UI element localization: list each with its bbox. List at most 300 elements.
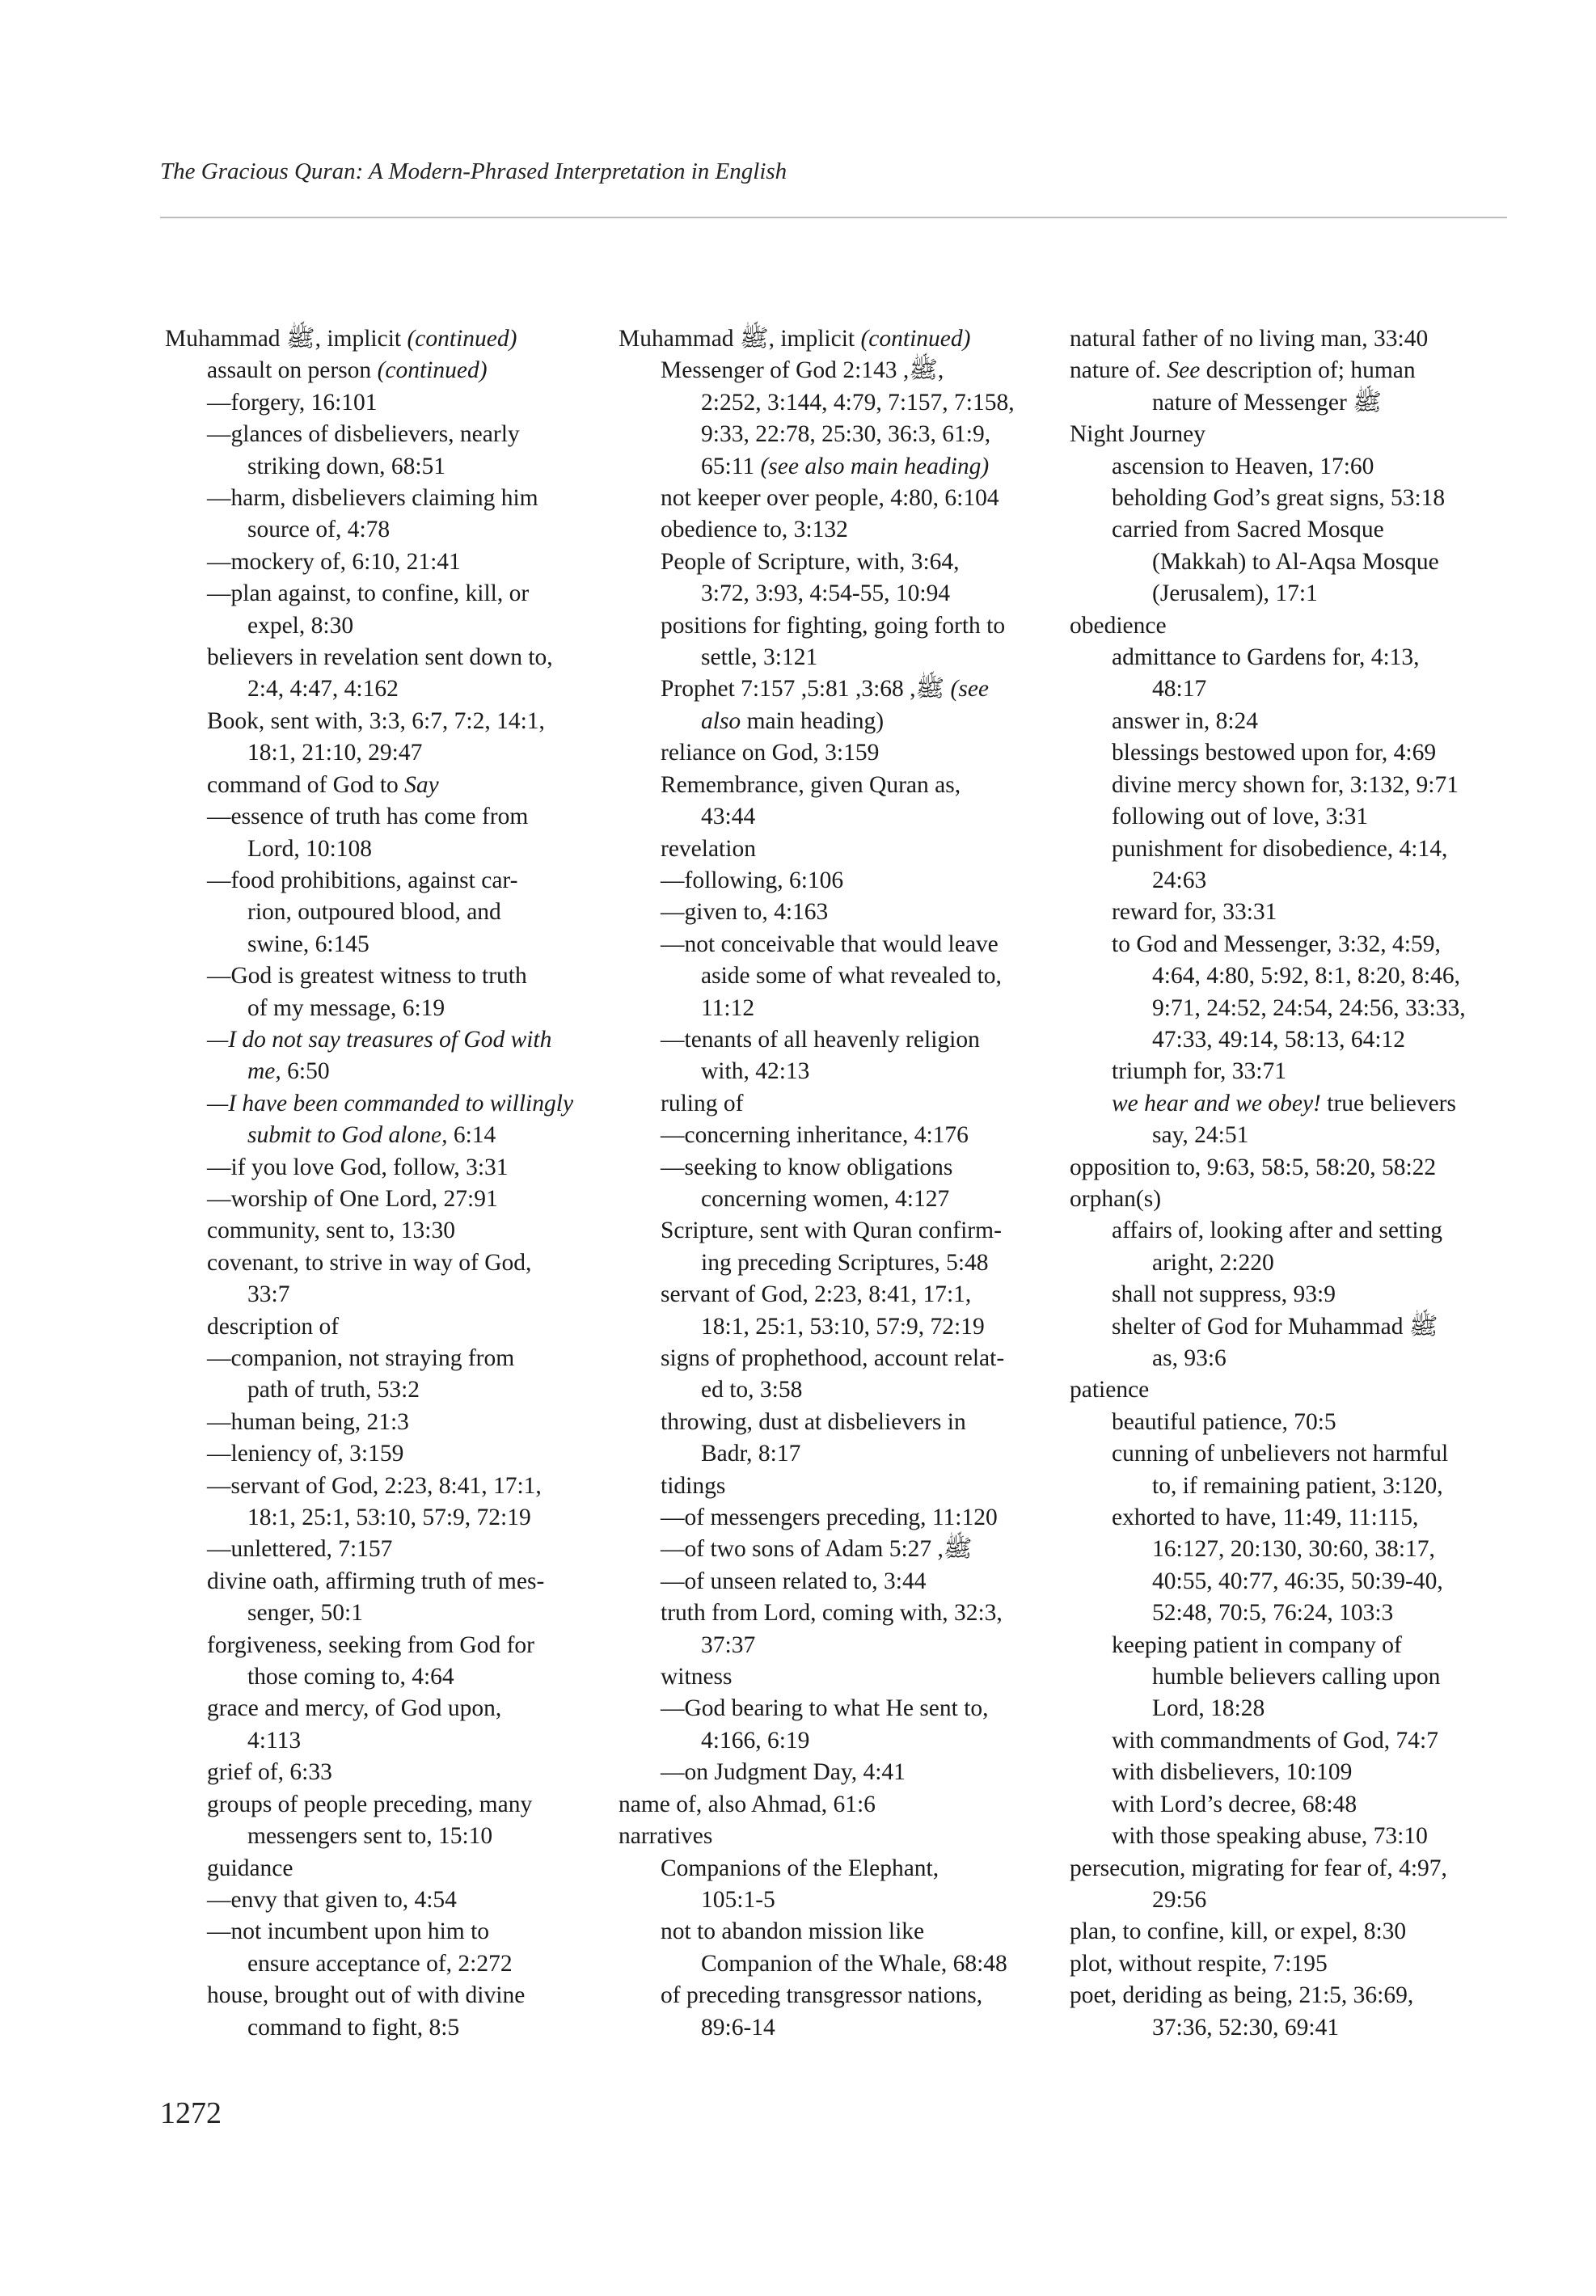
index-entry — [165, 993, 602, 1024]
entry-text: natural father of no living man, 33:40 — [1070, 326, 1429, 352]
entry-text: truth from Lord, coming with, 32:3, — [661, 1600, 1003, 1627]
index-entry — [1070, 897, 1506, 928]
entry-text: opposition to, 9:63, 58:5, 58:20, 58:22 — [1070, 1154, 1437, 1180]
entry-text: —not incumbent upon him to — [207, 1918, 490, 1945]
index-entry — [1070, 1407, 1506, 1438]
entry-text: messengers sent to, 15:10 — [247, 1823, 493, 1850]
index-entry — [1070, 1215, 1506, 1247]
index-entry — [619, 1471, 1055, 1502]
entry-text: —leniency of, 3:159 — [207, 1441, 404, 1467]
index-entry — [1070, 610, 1506, 642]
entry-text: —of messengers preceding, 11:120 — [661, 1505, 998, 1531]
entry-text: 18:1, 25:1, 53:10, 57:9, 72:19 — [701, 1313, 985, 1340]
index-entry — [165, 1311, 602, 1343]
index-entry — [619, 1311, 1055, 1343]
index-entry — [619, 1916, 1055, 1948]
entry-text: Badr, 8:17 — [701, 1441, 801, 1467]
index-entry — [619, 1661, 1055, 1693]
index-entry — [165, 1152, 602, 1184]
index-entry — [1070, 1948, 1506, 1980]
index-entry — [619, 1184, 1055, 1215]
entry-text: plot, without respite, 7:195 — [1070, 1950, 1328, 1977]
index-entry — [1070, 1661, 1506, 1693]
index-entry — [1070, 1056, 1506, 1087]
index-entry — [1070, 1853, 1506, 1884]
index-entry — [165, 1597, 602, 1629]
entry-text: say, 24:51 — [1152, 1122, 1249, 1149]
index-entry — [165, 323, 602, 355]
entry-text: 89:6-14 — [701, 2014, 775, 2041]
index-entry — [165, 578, 602, 610]
index-column-1 — [165, 323, 602, 2044]
entry-text: patience — [1070, 1377, 1150, 1403]
entry-text: —if you love God, follow, 3:31 — [207, 1154, 509, 1180]
index-entry — [165, 642, 602, 673]
index-entry — [165, 1884, 602, 1916]
entry-text: —companion, not straying from — [207, 1345, 515, 1371]
entry-text: narratives — [619, 1823, 713, 1850]
entry-text: rion, outpoured blood, and — [247, 899, 501, 926]
entry-text: persecution, migrating for fear of, 4:97, — [1070, 1855, 1447, 1881]
index-entry — [619, 1088, 1055, 1120]
index-entry — [619, 514, 1055, 546]
entry-text: humble believers calling upon — [1152, 1664, 1441, 1690]
entry-text: —of two sons of Adam ﷺ, 5:27 — [661, 1536, 973, 1563]
index-entry — [1070, 737, 1506, 769]
entry-italic-text: —I do not say treasures of God with — [207, 1026, 552, 1053]
index-entry — [165, 1948, 602, 1980]
index-entry — [165, 1024, 602, 1056]
entry-italic-text: (continued) — [860, 326, 971, 352]
index-entry — [1070, 993, 1506, 1024]
index-entry — [619, 387, 1055, 419]
index-entry — [165, 801, 602, 833]
index-entry — [1070, 1757, 1506, 1788]
entry-text: grace and mercy, of God upon, — [207, 1695, 502, 1722]
entry-text: —not conceivable that would leave — [661, 931, 999, 957]
entry-text: of preceding transgressor nations, — [661, 1982, 983, 2009]
entry-text: punishment for disobedience, 4:14, — [1112, 835, 1448, 862]
index-entry — [165, 387, 602, 419]
entry-text: —human being, 21:3 — [207, 1408, 409, 1435]
entry-italic-text: (see also main heading) — [760, 453, 990, 479]
entry-text: Muhammad ﷺ, implicit — [165, 326, 407, 352]
entry-text: reliance on God, 3:159 — [661, 740, 880, 766]
entry-text: 9:71, 24:52, 24:54, 24:56, 33:33, — [1152, 994, 1466, 1021]
entry-italic-text: (continued) — [377, 357, 488, 384]
entry-text: —following, 6:106 — [661, 867, 844, 893]
entry-text: expel, 8:30 — [247, 612, 354, 639]
entry-text: striking down, 68:51 — [247, 453, 446, 479]
index-entry — [165, 1916, 602, 1948]
index-entry — [165, 547, 602, 578]
index-entry — [619, 960, 1055, 992]
entry-text: ensure acceptance of, 2:272 — [247, 1950, 513, 1977]
index-entry — [165, 1471, 602, 1502]
entry-text: 3:72, 3:93, 4:54-55, 10:94 — [701, 580, 951, 607]
entry-text: obedience — [1070, 612, 1167, 639]
index-entry — [619, 1056, 1055, 1087]
entry-text: to God and Messenger, 3:32, 4:59, — [1112, 931, 1441, 957]
index-entry — [619, 1853, 1055, 1884]
entry-text: Lord, 10:108 — [247, 835, 373, 862]
entry-text: not keeper over people, 4:80, 6:104 — [661, 485, 999, 512]
index-entry — [1070, 1597, 1506, 1629]
index-entry — [619, 1821, 1055, 1852]
index-entry — [165, 1374, 602, 1406]
index-entry — [165, 1502, 602, 1534]
entry-text: blessings bestowed upon for, 4:69 — [1112, 740, 1437, 766]
entry-text: —glances of disbelievers, nearly — [207, 421, 520, 448]
entry-text: —given to, 4:163 — [661, 899, 829, 926]
index-entry — [165, 897, 602, 928]
entry-text: 4:113 — [247, 1727, 302, 1754]
entry-text: witness — [661, 1664, 733, 1690]
entry-text: reward for, 33:31 — [1112, 899, 1277, 926]
entry-text: Messenger of God ﷺ, 2:143, — [661, 357, 944, 384]
entry-text: name of, also Ahmad, 61:6 — [619, 1791, 876, 1817]
index-entry — [619, 1884, 1055, 1916]
entry-text: 24:63 — [1152, 867, 1207, 893]
index-entry — [619, 1438, 1055, 1470]
index-entry — [619, 1407, 1055, 1438]
index-entry — [619, 1597, 1055, 1629]
entry-text: Prophet ﷺ, 3:68, 5:81, 7:157 — [661, 676, 951, 703]
entry-text: with Lord’s decree, 68:48 — [1112, 1791, 1357, 1817]
index-entry — [1070, 1120, 1506, 1151]
entry-text: 4:166, 6:19 — [701, 1727, 810, 1754]
entry-text: affairs of, looking after and setting — [1112, 1218, 1443, 1244]
entry-text: plan, to confine, kill, or expel, 8:30 — [1070, 1918, 1407, 1945]
index-entry — [1070, 1279, 1506, 1310]
entry-text: exhorted to have, 11:49, 11:115, — [1112, 1505, 1419, 1531]
index-entry — [619, 865, 1055, 897]
entry-text: Remembrance, given Quran as, — [661, 771, 961, 798]
entry-text: Companion of the Whale, 68:48 — [701, 1950, 1007, 1977]
index-entry — [619, 578, 1055, 610]
index-entry — [1070, 1534, 1506, 1565]
entry-text: covenant, to strive in way of God, — [207, 1249, 532, 1276]
index-entry — [165, 2012, 602, 2044]
index-entry — [165, 419, 602, 450]
entry-text: 47:33, 49:14, 58:13, 64:12 — [1152, 1026, 1406, 1053]
entry-text: poet, deriding as being, 21:5, 36:69, — [1070, 1982, 1414, 2009]
entry-text: swine, 6:145 — [247, 931, 369, 957]
index-entry — [619, 1374, 1055, 1406]
entry-text: cunning of unbelievers not harmful — [1112, 1441, 1449, 1467]
index-entry — [619, 770, 1055, 801]
entry-text: groups of people preceding, many — [207, 1791, 533, 1817]
index-entry — [619, 1980, 1055, 2011]
index-entry — [1070, 1184, 1506, 1215]
entry-text: with those speaking abuse, 73:10 — [1112, 1823, 1428, 1850]
entry-locator: description of; human — [1200, 357, 1416, 384]
entry-text: nature of Messenger ﷺ — [1152, 389, 1382, 416]
index-entry — [619, 1343, 1055, 1374]
entry-text: orphan(s) — [1070, 1185, 1162, 1212]
entry-text: 40:55, 40:77, 46:35, 50:39-40, — [1152, 1568, 1443, 1594]
entry-text: aside some of what revealed to, — [701, 963, 1002, 990]
index-entry — [619, 1757, 1055, 1788]
entry-text: 48:17 — [1152, 676, 1207, 703]
entry-italic-text: also — [701, 707, 741, 734]
entry-text: —food prohibitions, against car- — [207, 867, 518, 893]
entry-text: nature of. — [1070, 357, 1167, 384]
entry-italic-text: we hear and we obey! — [1112, 1090, 1321, 1116]
index-entry — [165, 1566, 602, 1597]
index-entry — [619, 834, 1055, 865]
page-number: 1272 — [160, 2096, 222, 2130]
entry-locator: 6:14 — [447, 1122, 496, 1149]
index-entry — [1070, 355, 1506, 386]
index-entry — [619, 993, 1055, 1024]
entry-text: obedience to, 3:132 — [661, 517, 848, 543]
entry-text: believers in revelation sent down to, — [207, 644, 553, 671]
index-entry — [1070, 1916, 1506, 1948]
index-entry — [1070, 1884, 1506, 1916]
index-entry — [619, 1566, 1055, 1597]
entry-text: 37:37 — [701, 1631, 756, 1658]
entry-text: house, brought out of with divine — [207, 1982, 526, 2009]
index-entry — [165, 1757, 602, 1788]
index-entry — [619, 1725, 1055, 1757]
index-entry — [1070, 1247, 1506, 1279]
entry-text: 18:1, 21:10, 29:47 — [247, 740, 423, 766]
index-entry — [165, 834, 602, 865]
index-entry — [1070, 1343, 1506, 1374]
entry-text: —forgery, 16:101 — [207, 389, 378, 416]
entry-text: those coming to, 4:64 — [247, 1664, 454, 1690]
entry-text: beholding God’s great signs, 53:18 — [1112, 485, 1446, 512]
entry-text: description of — [207, 1313, 340, 1340]
index-entry — [1070, 1630, 1506, 1661]
entry-locator: main heading) — [741, 707, 885, 734]
entry-text: 33:7 — [247, 1281, 290, 1308]
entry-text: path of truth, 53:2 — [247, 1377, 420, 1403]
index-entry — [165, 865, 602, 897]
entry-text: Companions of the Elephant, — [661, 1855, 939, 1881]
index-column-3 — [1070, 323, 1506, 2044]
index-entry — [619, 1279, 1055, 1310]
entry-text: ed to, 3:58 — [701, 1377, 803, 1403]
entry-text: Muhammad ﷺ, implicit — [619, 326, 861, 352]
entry-locator: 6:50 — [281, 1058, 330, 1085]
index-entry — [1070, 387, 1506, 419]
entry-text: assault on person — [207, 357, 378, 384]
index-entry — [165, 1980, 602, 2011]
index-entry — [1070, 1502, 1506, 1534]
index-entry — [619, 897, 1055, 928]
index-entry — [1070, 929, 1506, 960]
running-head: The Gracious Quran: A Modern-Phrased Interpretation in English — [160, 158, 787, 184]
entry-text: divine oath, affirming truth of mes- — [207, 1568, 545, 1594]
index-entry — [619, 1152, 1055, 1184]
index-entry — [165, 1534, 602, 1565]
index-entry — [165, 1821, 602, 1852]
entry-text: concerning women, 4:127 — [701, 1185, 950, 1212]
entry-text: 52:48, 70:5, 76:24, 103:3 — [1152, 1600, 1394, 1627]
entry-text: shelter of God for Muhammad ﷺ — [1112, 1313, 1438, 1340]
index-entry — [1070, 1374, 1506, 1406]
index-entry — [1070, 1438, 1506, 1470]
index-entry — [1070, 1024, 1506, 1056]
entry-text: —God is greatest witness to truth — [207, 963, 527, 990]
entry-text: signs of prophethood, account relat- — [661, 1345, 1005, 1371]
entry-text: (Jerusalem), 17:1 — [1152, 580, 1318, 607]
entry-text: forgiveness, seeking from God for — [207, 1631, 534, 1658]
entry-text: revelation — [661, 835, 756, 862]
index-entry — [165, 737, 602, 769]
index-entry — [1070, 419, 1506, 450]
entry-text: with disbelievers, 10:109 — [1112, 1759, 1353, 1786]
index-entry — [165, 1343, 602, 1374]
index-entry — [165, 1279, 602, 1310]
index-entry — [1070, 801, 1506, 833]
entry-text: 11:12 — [701, 994, 755, 1021]
entry-text: positions for fighting, going forth to — [661, 612, 1006, 639]
entry-text: 18:1, 25:1, 53:10, 57:9, 72:19 — [247, 1505, 531, 1531]
entry-text: —harm, disbelievers claiming him — [207, 485, 538, 512]
entry-text: guidance — [207, 1855, 293, 1881]
index-entry — [1070, 770, 1506, 801]
index-entry — [165, 610, 602, 642]
entry-text: following out of love, 3:31 — [1112, 804, 1369, 830]
entry-text: command of God to — [207, 771, 405, 798]
index-entry — [165, 451, 602, 483]
entry-text: —of unseen related to, 3:44 — [661, 1568, 927, 1594]
index-entry — [1070, 1311, 1506, 1343]
entry-text: 2:252, 3:144, 4:79, 7:157, 7:158, — [701, 389, 1015, 416]
index-entry — [165, 1693, 602, 1724]
index-entry — [1070, 834, 1506, 865]
index-entry — [1070, 673, 1506, 705]
entry-text: 16:127, 20:130, 30:60, 38:17, — [1152, 1536, 1435, 1563]
index-entry — [619, 929, 1055, 960]
entry-text: beautiful patience, 70:5 — [1112, 1408, 1336, 1435]
index-entry — [619, 642, 1055, 673]
index-entry — [1070, 1789, 1506, 1821]
entry-text: ruling of — [661, 1090, 744, 1116]
index-entry — [1070, 1152, 1506, 1184]
entry-text: senger, 50:1 — [247, 1600, 364, 1627]
index-entry — [1070, 514, 1506, 546]
entry-text: Scripture, sent with Quran confirm- — [661, 1218, 1002, 1244]
index-entry — [165, 706, 602, 737]
entry-text: —tenants of all heavenly religion — [661, 1026, 980, 1053]
entry-text: settle, 3:121 — [701, 644, 818, 671]
index-entry — [619, 737, 1055, 769]
entry-italic-text: me, — [247, 1058, 281, 1085]
entry-text: keeping patient in company of — [1112, 1631, 1402, 1658]
index-entry — [1070, 483, 1506, 514]
entry-text: to, if remaining patient, 3:120, — [1152, 1472, 1443, 1499]
index-entry — [165, 1853, 602, 1884]
entry-text: —essence of truth has come from — [207, 804, 529, 830]
entry-text: command to fight, 8:5 — [247, 2014, 460, 2041]
index-entry — [165, 770, 602, 801]
entry-italic-text: Say — [404, 771, 439, 798]
entry-text: with commandments of God, 74:7 — [1112, 1727, 1438, 1754]
entry-italic-text: See — [1167, 357, 1201, 384]
entry-text: 43:44 — [701, 804, 756, 830]
index-entry — [165, 1725, 602, 1757]
entry-italic-text: (see — [950, 676, 990, 703]
index-entry — [619, 451, 1055, 483]
index-entry — [165, 1056, 602, 1087]
entry-text: aright, 2:220 — [1152, 1249, 1274, 1276]
index-entry — [1070, 1980, 1506, 2011]
index-entry — [165, 1407, 602, 1438]
index-entry — [1070, 1471, 1506, 1502]
index-entry — [619, 547, 1055, 578]
index-entry — [1070, 960, 1506, 992]
entry-text: not to abandon mission like — [661, 1918, 925, 1945]
index-entry — [165, 1184, 602, 1215]
entry-text: Book, sent with, 3:3, 6:7, 7:2, 14:1, — [207, 707, 545, 734]
index-entry — [165, 1789, 602, 1821]
entry-text: 4:64, 4:80, 5:92, 8:1, 8:20, 8:46, — [1152, 963, 1461, 990]
index-entry — [1070, 865, 1506, 897]
index-entry — [619, 673, 1055, 705]
entry-text: People of Scripture, with, 3:64, — [661, 548, 960, 575]
index-entry — [165, 1661, 602, 1693]
index-entry — [619, 1534, 1055, 1565]
index-entry — [619, 355, 1055, 386]
entry-text: ascension to Heaven, 17:60 — [1112, 453, 1374, 479]
index-entry — [619, 483, 1055, 514]
index-column-2 — [619, 323, 1055, 2044]
index-entry — [165, 673, 602, 705]
entry-italic-text: —I have been commanded to willingly — [207, 1090, 574, 1116]
index-entry — [165, 960, 602, 992]
entry-text: (Makkah) to Al-Aqsa Mosque — [1152, 548, 1439, 575]
entry-text: —unlettered, 7:157 — [207, 1536, 393, 1563]
index-entry — [619, 801, 1055, 833]
index-entry — [619, 706, 1055, 737]
entry-text: —servant of God, 2:23, 8:41, 17:1, — [207, 1472, 542, 1499]
index-entry — [1070, 1693, 1506, 1724]
index-entry — [619, 323, 1055, 355]
index-entry — [1070, 1566, 1506, 1597]
entry-text: 9:33, 22:78, 25:30, 36:3, 61:9, — [701, 421, 991, 448]
entry-text: shall not suppress, 93:9 — [1112, 1281, 1336, 1308]
entry-text: grief of, 6:33 — [207, 1759, 332, 1786]
index-entry — [1070, 642, 1506, 673]
index-entry — [619, 1247, 1055, 1279]
entry-text: tidings — [661, 1472, 726, 1499]
index-entry — [1070, 2012, 1506, 2044]
entry-text: —seeking to know obligations — [661, 1154, 953, 1180]
index-entry — [619, 1120, 1055, 1151]
index-entry — [1070, 323, 1506, 355]
entry-text: —concerning inheritance, 4:176 — [661, 1122, 969, 1149]
entry-locator: true believers — [1320, 1090, 1456, 1116]
index-entry — [619, 1789, 1055, 1821]
index-entry — [165, 929, 602, 960]
index-entry — [165, 1630, 602, 1661]
index-entry — [1070, 578, 1506, 610]
index-entry — [619, 1502, 1055, 1534]
index-entry — [165, 1120, 602, 1151]
index-entry — [165, 514, 602, 546]
entry-italic-text: submit to God alone, — [247, 1122, 448, 1149]
index-entry — [1070, 1821, 1506, 1852]
index-entry — [165, 483, 602, 514]
index-entry — [1070, 547, 1506, 578]
index-entry — [1070, 706, 1506, 737]
index-entry — [619, 1215, 1055, 1247]
entry-text: with, 42:13 — [701, 1058, 810, 1085]
